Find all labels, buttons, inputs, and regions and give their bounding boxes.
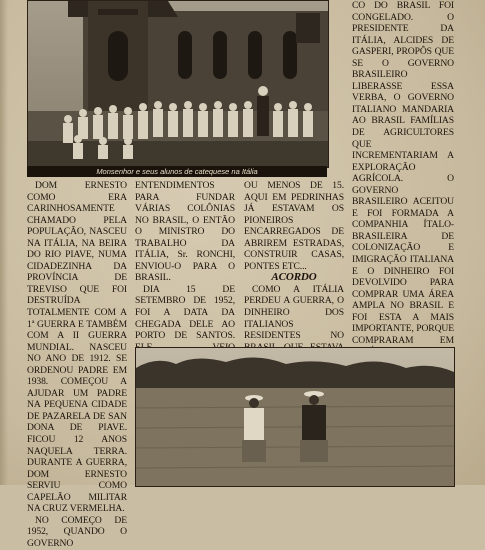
paragraph: ENTENDIMENTOS PARA FUNDAR VÁRIAS COLÔNIAS NO BRASIL, O ENTÃO O MINISTRO DO TRABALHO DA ITÁLIA, Sr. RONCHI, ENVIOU-O PARA O BRASIL. — [135, 180, 235, 284]
paragraph: NO COMEÇO DE 1952, QUANDO O GOVERNO — [27, 514, 127, 549]
section-subhead: ACORDO — [271, 271, 317, 284]
paragraph: COMO A ITÁLIA PERDEU A GUERRA, O DINHEIRO DOS ITALIANOS RESIDENTES NO — [244, 283, 344, 342]
paragraph: DOM ERNESTO COMO ERA CARINHOSAMENTE CHAMADO PELA POPULAÇÃO, NASCEU NA ITÁLIA, NA BEIRA DO RIO PIAVE, NUMA CIDADEZINHA DA PROVÍNCIA DE TREVISO QUE FOI DESTRUÍDA TOTALMENTE COM A 1ª GUERRA E TAMBÉM COM A II GUERRA MUNDIAL. NASCEU NO ANO DE 1912. SE ORDENOU PADRE EM 1938. COMEÇOU A AJUDAR UM PADRE NA PEQUENA CIDADE DE PAZARELA DE SAN DONA DE PIAVE. FICOU 12 ANOS NAQUELA TERRA. DURANTE A GUERRA, DOM ERNESTO SERVIU COMO CAPELÃO MILITAR NA CRUZ VERMELHA. — [27, 180, 127, 515]
photo-men-in-wheat-field — [135, 347, 455, 487]
paragraph: OU MENOS DE 15. AQUI EM PEDRINHAS JÁ ESTAVAM OS PIONEIROS ENCARREGADOS DE ABRIREM ESTRADAS, CONSTRUIR CASAS, PONTES ETC... — [244, 180, 344, 272]
article-column-3 — [244, 180, 344, 365]
paragraph: CO DO BRASIL FOI CONGELADO. O PRESIDENTE DA ITÁLIA, ALCIDES DE GASPERI, PROPÔS QUE SE O GOVERNO BRASILEIRO LIBERASSE ESSA VERBA, O GOVERNO ITALIANO MANDARIA AO BRASIL FAMÍLIAS DE AGRICULTORES QUE INCREMENTARIAM A EXPLORAÇÃO AGRÍCOLA. O GOVERNO BRASILEIRO ACEITOU E FOI FORMADA A COMPANHIA ÍTALO-BRASILEIRA DE COLONIZAÇÃO E IMIGRAÇÃO ITALIANA E O DINHEIRO FOI DEVOLVIDO PARA COMPRAR UMA ÁREA AMPLA NO BRASIL E FOI ESTA A MAIS IMPORTANTE, PORQUE COMPRARAM EM — [352, 0, 454, 346]
page-fold-shadow — [0, 0, 8, 485]
article-column-1 — [27, 180, 127, 550]
paragraph: DIA 15 DE SETEMBRO DE 1952, FOI A DATA DA CHEGADA DELE AO PORTO DE SANTOS. — [135, 283, 235, 342]
photo-church-catechism-students — [27, 0, 329, 168]
photo-caption: Monsenhor e seus alunos de catequese na Itália — [27, 166, 327, 177]
field-photo-illustration — [136, 348, 454, 486]
church-photo-illustration — [28, 1, 328, 167]
